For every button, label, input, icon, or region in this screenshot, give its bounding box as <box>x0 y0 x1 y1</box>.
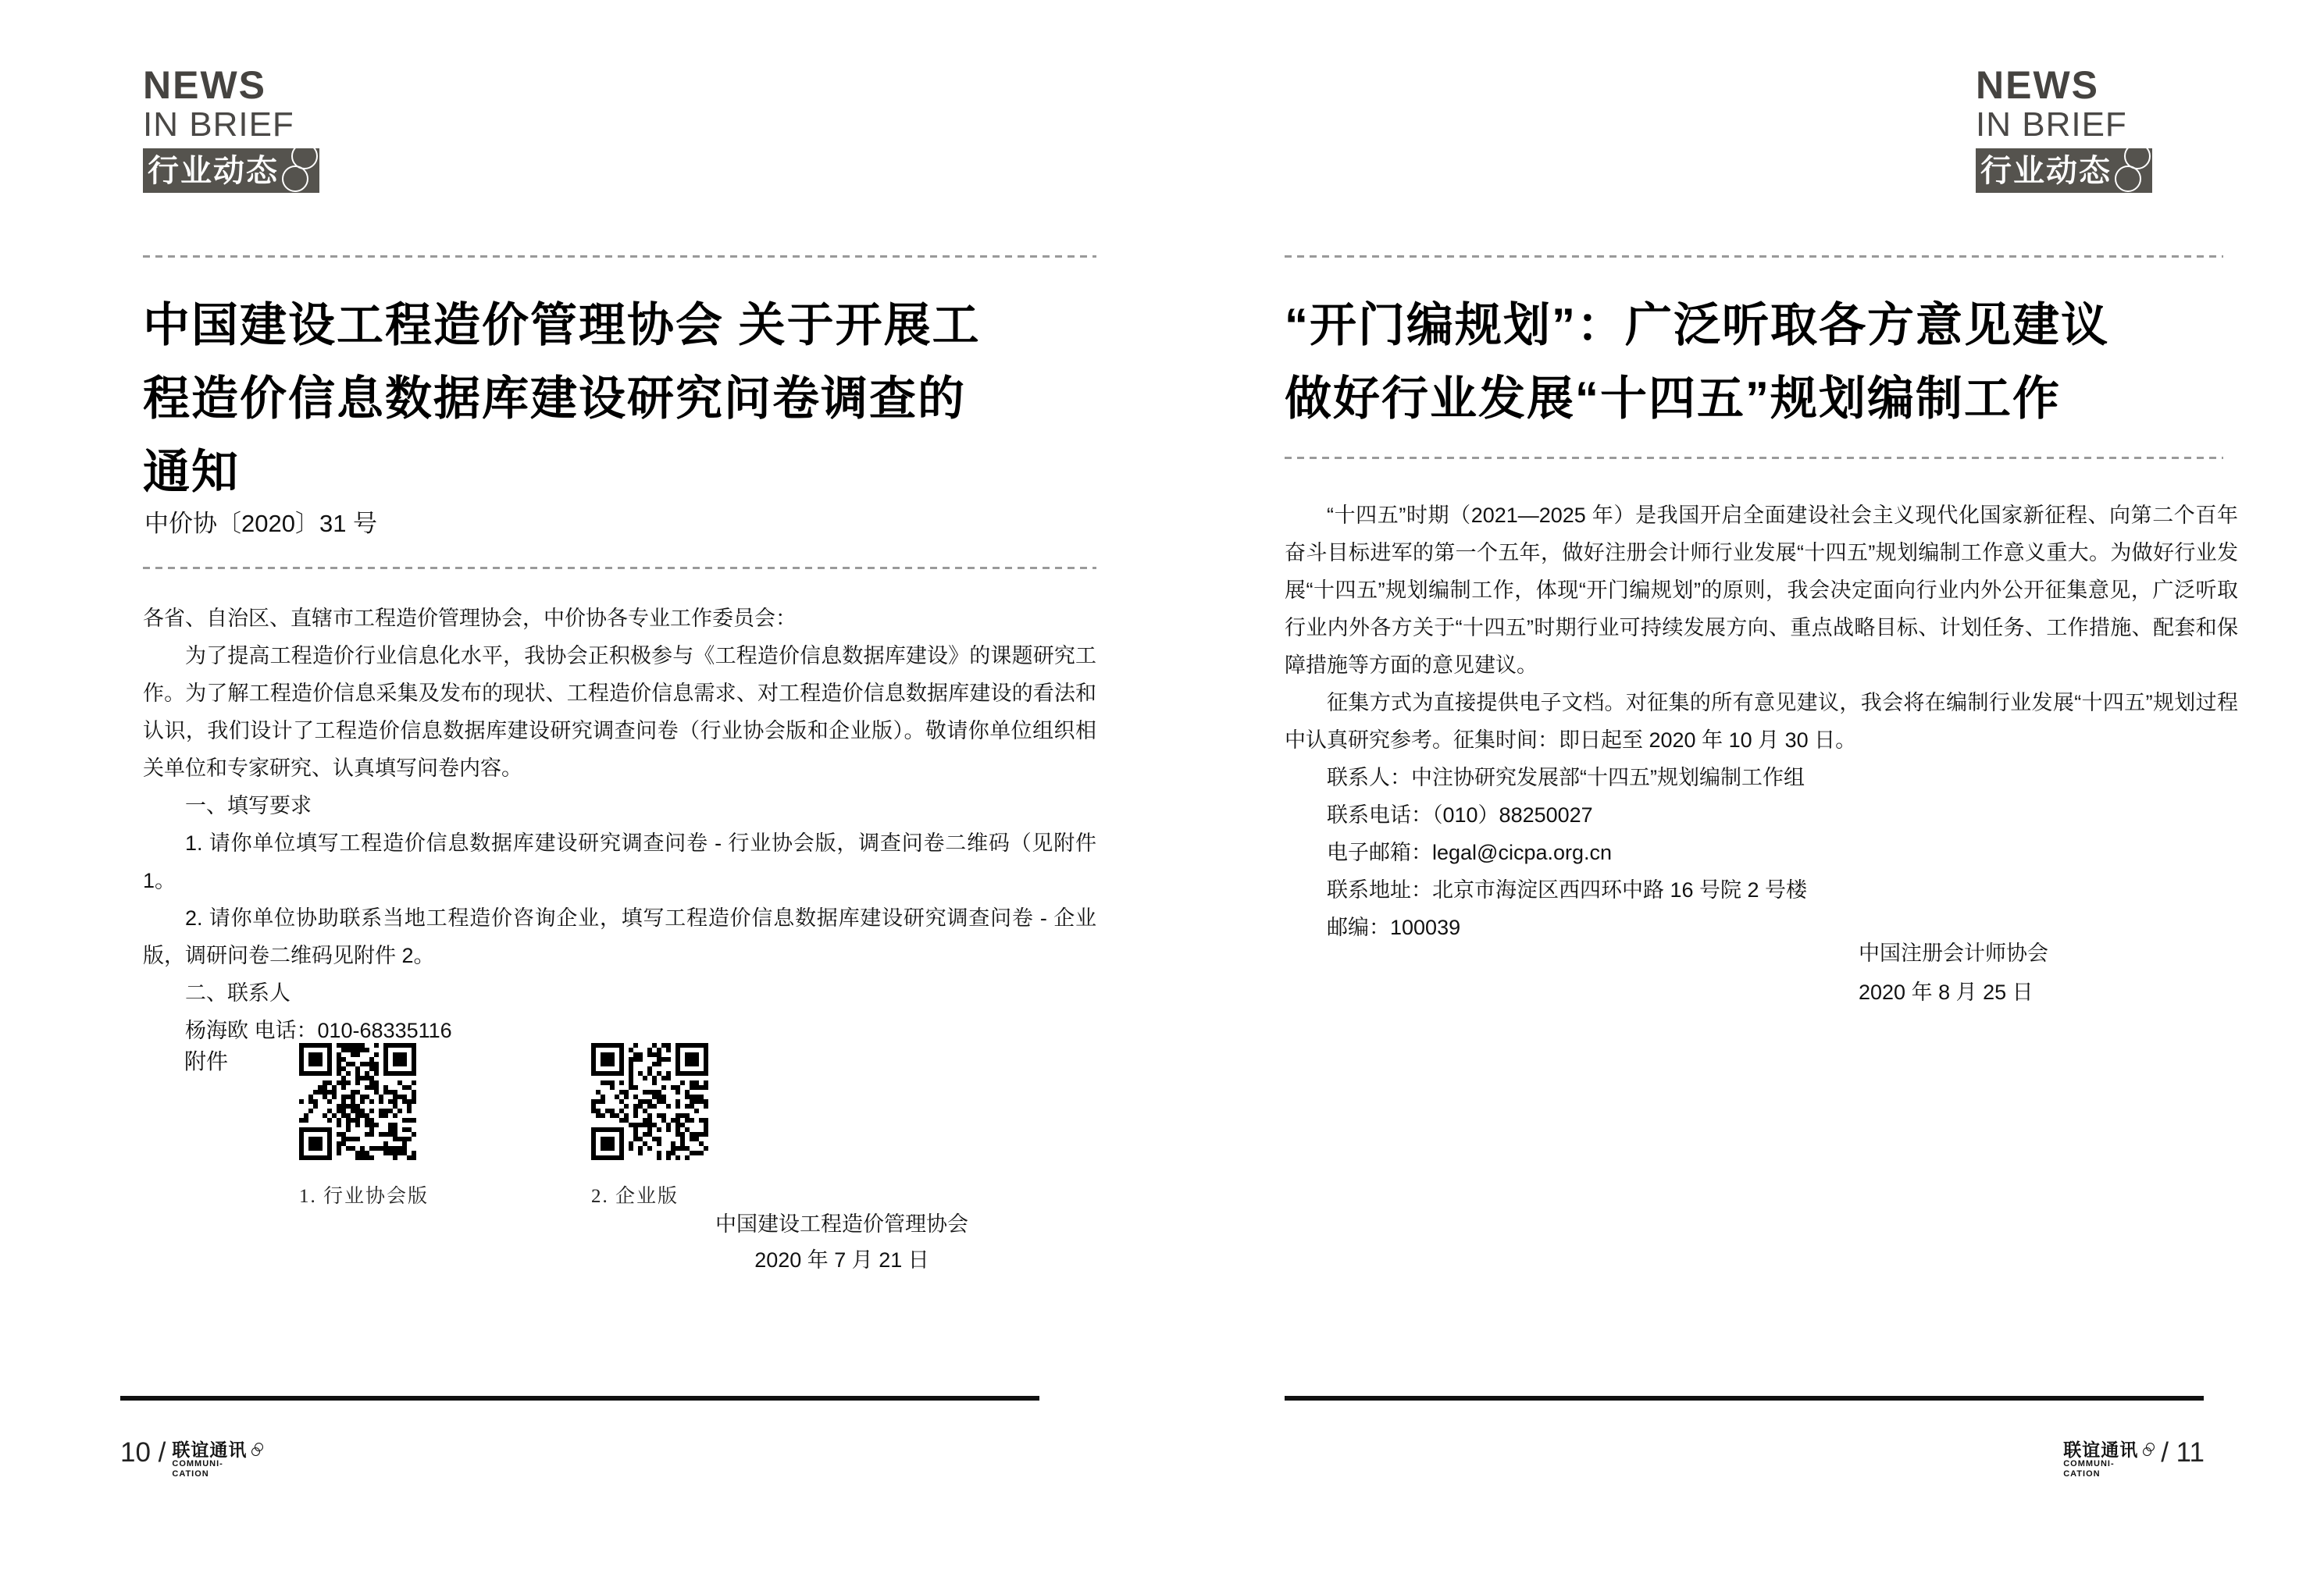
footer-rule <box>120 1396 1039 1401</box>
communication-logo <box>172 1440 263 1479</box>
article-body <box>1285 497 2238 946</box>
double-circle-icon <box>282 166 308 192</box>
footer-logo-cn: 联谊通讯 <box>172 1440 248 1460</box>
signature-org: 中国注册会计师协会 <box>1859 942 2048 965</box>
page-number: 10 / <box>120 1437 166 1468</box>
dashed-divider <box>1285 255 2223 258</box>
communication-logo <box>2063 1440 2155 1479</box>
signature-date: 2020 年 8 月 25 日 <box>1859 981 2034 1004</box>
contact-line: 杨海欧 电话：010-68335116 <box>185 1019 452 1042</box>
contact-line: 电子邮箱：legal@cicpa.org.cn <box>1327 841 1613 864</box>
salutation: 各省、自治区、直辖市工程造价管理协会，中价协各专业工作委员会： <box>143 607 797 630</box>
title-line: 中国建设工程造价管理协会 关于开展工 <box>143 299 981 351</box>
title-line: 程造价信息数据库建设研究问卷调查的 <box>143 372 966 425</box>
logo-cn-box <box>143 148 319 193</box>
section-heading: 二、联系人 <box>185 981 290 1005</box>
footer-logo-en: COMMUNI- <box>2063 1459 2115 1469</box>
section-heading: 一、填写要求 <box>185 794 312 817</box>
title-line: “开门编规划”：广泛听取各方意见建议 <box>1285 299 2109 351</box>
paragraph: “十四五”时期（2021—2025 年）是我国开启全面建设社会主义现代化国家新征程、向第二个百年奋斗目标进军的第一个五年，做好注册会计师行业发展“十四五”规划编制工作意义重大。为做好行业发展“十四五”规划编制工作，体现“开门编规划”的原则，我会决定面向行业内外公开征集意见，广泛听取行业内外各方关于“十四五”时期行业可持续发展方向、重点战略目标、计划任务、工作措施、配套和保障措施等方面的意见建议。 <box>1285 504 2238 677</box>
qr-code-association <box>299 1043 416 1160</box>
paragraph: 征集方式为直接提供电子文档。对征集的所有意见建议，我会将在编制行业发展“十四五”规划过程中认真研究参考。征集时间：即日起至 2020 年 10 月 30 日。 <box>1285 691 2238 752</box>
dashed-divider <box>143 567 1096 569</box>
title-line: 通知 <box>143 446 240 498</box>
list-item: 2. 请你单位协助联系当地工程造价咨询企业，填写工程造价信息数据库建设研究调查问卷 - 企业版，调研问卷二维码见附件 2。 <box>143 906 1096 967</box>
document-number: 中价协〔2020〕31 号 <box>144 510 378 537</box>
contact-line: 联系电话：（010）88250027 <box>1327 803 1593 827</box>
footer-logo-cn: 联谊通讯 <box>2063 1440 2139 1460</box>
double-circle-icon <box>249 1443 263 1457</box>
signature-org: 中国建设工程造价管理协会 <box>715 1212 968 1236</box>
news-in-brief-logo <box>1976 63 2194 193</box>
footer-left <box>120 1438 263 1479</box>
footer-logo-en: CATION <box>2063 1468 2101 1479</box>
qr-caption: 1. 行业协会版 <box>299 1186 430 1207</box>
signature-date: 2020 年 7 月 21 日 <box>754 1248 929 1272</box>
logo-news-text: NEWS <box>1976 63 2099 107</box>
paragraph: 为了提高工程造价行业信息化水平，我协会正积极参与《工程造价信息数据库建设》的课题研究工作。为了解工程造价信息采集及发布的现状、工程造价信息需求、对工程造价信息数据库建设的看法和认识，我们设计了工程造价信息数据库建设研究调查问卷（行业协会版和企业版）。敬请你单位组织相关单位和专家研究、认真填写问卷内容。 <box>143 644 1096 780</box>
attachment-label: 附件 <box>184 1049 229 1073</box>
article-title <box>143 289 1142 509</box>
list-item: 1. 请你单位填写工程造价信息数据库建设研究调查问卷 - 行业协会版，调查问卷二维码（见附件 1。 <box>143 831 1096 892</box>
footer-right <box>2063 1438 2205 1479</box>
footer-rule <box>1285 1396 2204 1401</box>
logo-in-brief-text: IN BRIEF <box>143 105 294 144</box>
logo-cn-box <box>1976 148 2152 193</box>
double-circle-icon <box>2140 1443 2155 1457</box>
contact-line: 联系人：中注协研究发展部“十四五”规划编制工作组 <box>1327 766 1805 789</box>
logo-cn-text: 行业动态 <box>148 153 279 188</box>
dashed-divider <box>143 255 1096 258</box>
footer-logo-en: CATION <box>172 1468 209 1479</box>
signature-block <box>701 1206 982 1278</box>
logo-cn-text: 行业动态 <box>1980 153 2112 188</box>
contact-line: 邮编：100039 <box>1327 916 1461 939</box>
logo-in-brief-text: IN BRIEF <box>1976 105 2127 144</box>
dashed-divider <box>1285 457 2223 459</box>
page-number: / 11 <box>2161 1437 2205 1468</box>
qr-caption: 2. 企业版 <box>591 1186 679 1207</box>
article-body <box>143 600 1096 1049</box>
footer-logo-en: COMMUNI- <box>172 1459 223 1469</box>
article-title <box>1285 289 2284 436</box>
signature-block <box>1859 934 2048 1012</box>
title-line: 做好行业发展“十四五”规划编制工作 <box>1285 372 2061 425</box>
news-in-brief-logo <box>143 63 362 193</box>
contact-line: 联系地址：北京市海淀区西四环中路 16 号院 2 号楼 <box>1327 878 1808 902</box>
double-circle-icon <box>2115 166 2141 192</box>
qr-code-enterprise <box>591 1043 708 1160</box>
logo-news-text: NEWS <box>143 63 266 107</box>
